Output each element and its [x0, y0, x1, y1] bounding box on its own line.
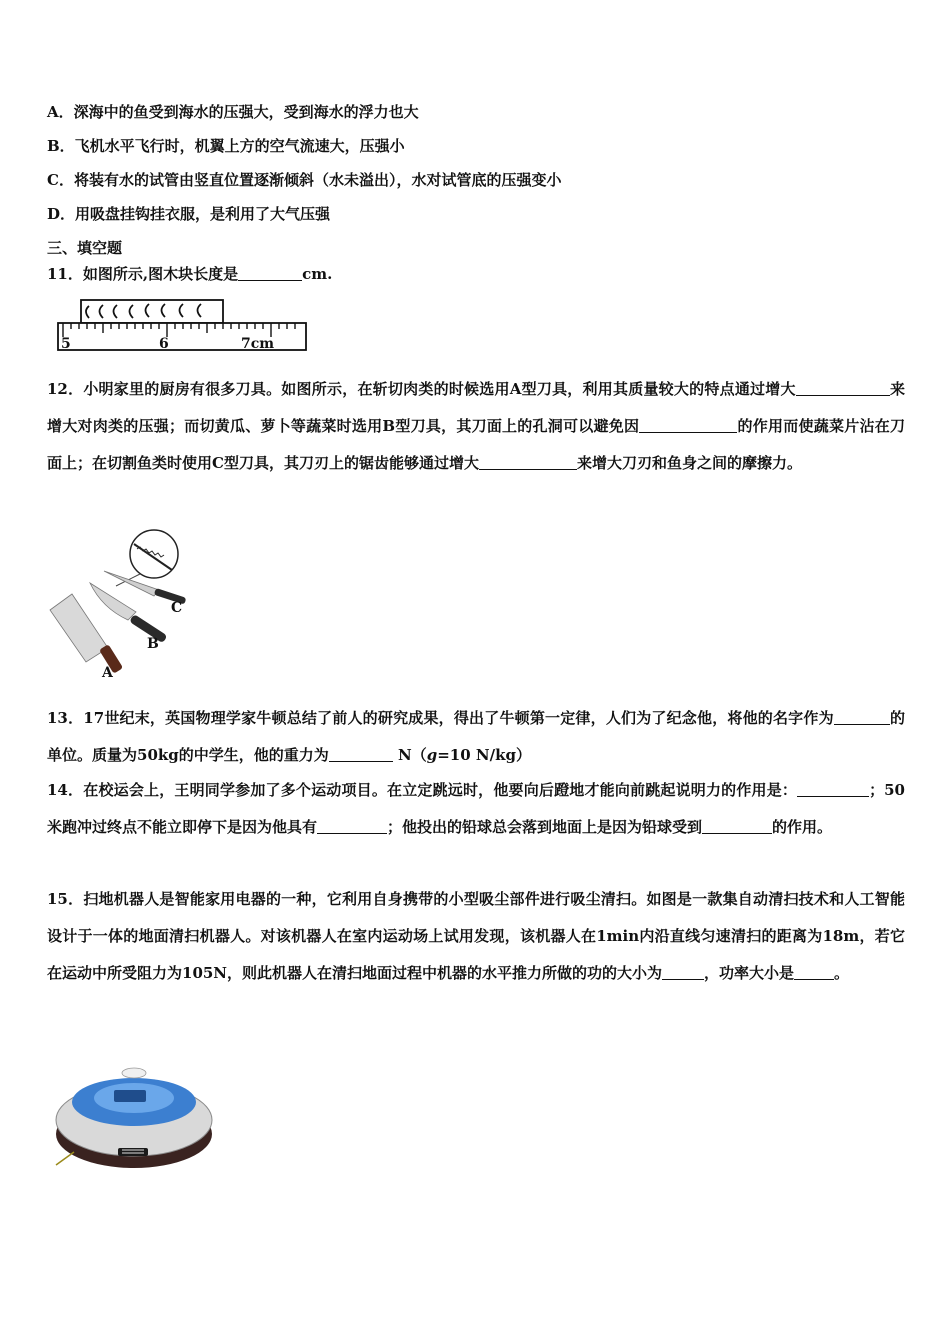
q14-text-3: ；他投出的铅球总会落到地面上是因为铅球受到 [387, 818, 703, 836]
knives-figure [44, 528, 194, 683]
robot-vacuum-figure [50, 1040, 218, 1172]
q14-blank-1-cont [841, 780, 869, 797]
q13-text-4: =10 N/kg） [437, 746, 531, 764]
q13-g-symbol: g [426, 746, 438, 764]
q15-blank-2 [794, 963, 834, 980]
knife-b-blade [90, 583, 136, 620]
q11-blank [238, 264, 302, 281]
option-a: A．深海中的鱼受到海水的压强大，受到海水的浮力也大 [47, 103, 419, 121]
q12-text-4: 来增大刀刃和鱼身之间的摩擦力。 [576, 454, 802, 472]
q14-blank-1 [797, 780, 841, 797]
ruler-label-5: 5 [61, 336, 71, 352]
robot-sensor [122, 1068, 146, 1078]
question-12 [47, 371, 905, 482]
q15-blank-1 [662, 963, 696, 980]
q13-blank-2 [329, 745, 393, 762]
robot-display [114, 1090, 146, 1102]
knife-a-blade [50, 594, 108, 662]
knife-label-a: A [102, 665, 113, 681]
q14-text-4: 的作用。 [772, 818, 833, 836]
q14-text-2: ；50米跑冲过终点不能立即停下是因为他具有 [47, 781, 905, 836]
question-11 [47, 263, 332, 285]
q15-text-2: ，功率大小是 [704, 964, 795, 982]
q12-text-3: 的作用而使蔬菜片沾在刀面上；在切割鱼类时使用C型刀具，其刀刃上的锯齿能够通过增大 [47, 417, 905, 472]
q15-text-1: 15．扫地机器人是智能家用电器的一种，它利用自身携带的小型吸尘部件进行吸尘清扫。如图是一款集自动清扫技术和人工智能设计于一体的地面清扫机器人。对该机器人在室内运动场上试用发现，该机器人在1min内沿直线匀速清扫的距离为18m，若它在运动中所受阻力为105N，则此机器人在清扫地面过程中机器的水平推力所做的功的大小为 [47, 890, 905, 982]
q13-blank-1 [834, 708, 890, 725]
q15-text-3: 。 [834, 964, 850, 982]
q12-text-1: 12．小明家里的厨房有很多刀具。如图所示，在斩切肉类的时候选用A型刀具，利用其质量较大的特点通过增大 [47, 380, 796, 398]
ruler-figure [55, 296, 310, 354]
ruler-label-7cm: 7cm [241, 336, 275, 352]
robot-brush [56, 1152, 74, 1165]
q12-blank-3 [479, 453, 577, 470]
q14-blank-3 [702, 817, 758, 834]
question-14 [47, 772, 905, 846]
robot-bumper [118, 1148, 148, 1156]
q14-blank-3-cont [758, 817, 772, 834]
option-c: C．将装有水的试管由竖直位置逐渐倾斜（水未溢出），水对试管底的压强变小 [47, 171, 562, 189]
knife-label-b: B [147, 636, 159, 652]
q11-text-b: cm. [302, 265, 333, 283]
option-d: D．用吸盘挂钩挂衣服，是利用了大气压强 [47, 205, 331, 223]
ruler-label-6: 6 [159, 336, 169, 352]
wood-block [81, 300, 223, 323]
q12-blank-2 [639, 416, 737, 433]
knife-label-c: C [171, 600, 183, 616]
q14-blank-2 [317, 817, 387, 834]
q14-text-1: 14．在校运会上，王明同学参加了多个运动项目。在立定跳远时，他要向后蹬地才能向前跳起说明力的作用是： [47, 781, 798, 799]
q12-blank-1 [796, 379, 834, 396]
question-15 [47, 881, 905, 992]
q12-blank-1-cont [834, 379, 890, 396]
question-13 [47, 700, 905, 774]
q15-blank-1-cont [696, 963, 704, 980]
q12-text-2: 来增大对肉类的压强；而切黄瓜、萝卜等蔬菜时选用B型刀具，其刀面上的孔洞可以避免因 [47, 380, 905, 435]
q13-text-1: 13．17世纪末，英国物理学家牛顿总结了前人的研究成果，得出了牛顿第一定律，人们为了纪念他，将他的名字作为 [47, 709, 834, 727]
q13-text-3: N（ [398, 746, 427, 764]
q13-text-2: 的单位。质量为50kg的中学生，他的重力为 [47, 709, 905, 764]
option-b: B．飞机水平飞行时，机翼上方的空气流速大，压强小 [47, 137, 405, 155]
section-title: 三、填空题 [47, 239, 123, 257]
q11-text-a: 11．如图所示,图木块长度是 [47, 265, 239, 283]
